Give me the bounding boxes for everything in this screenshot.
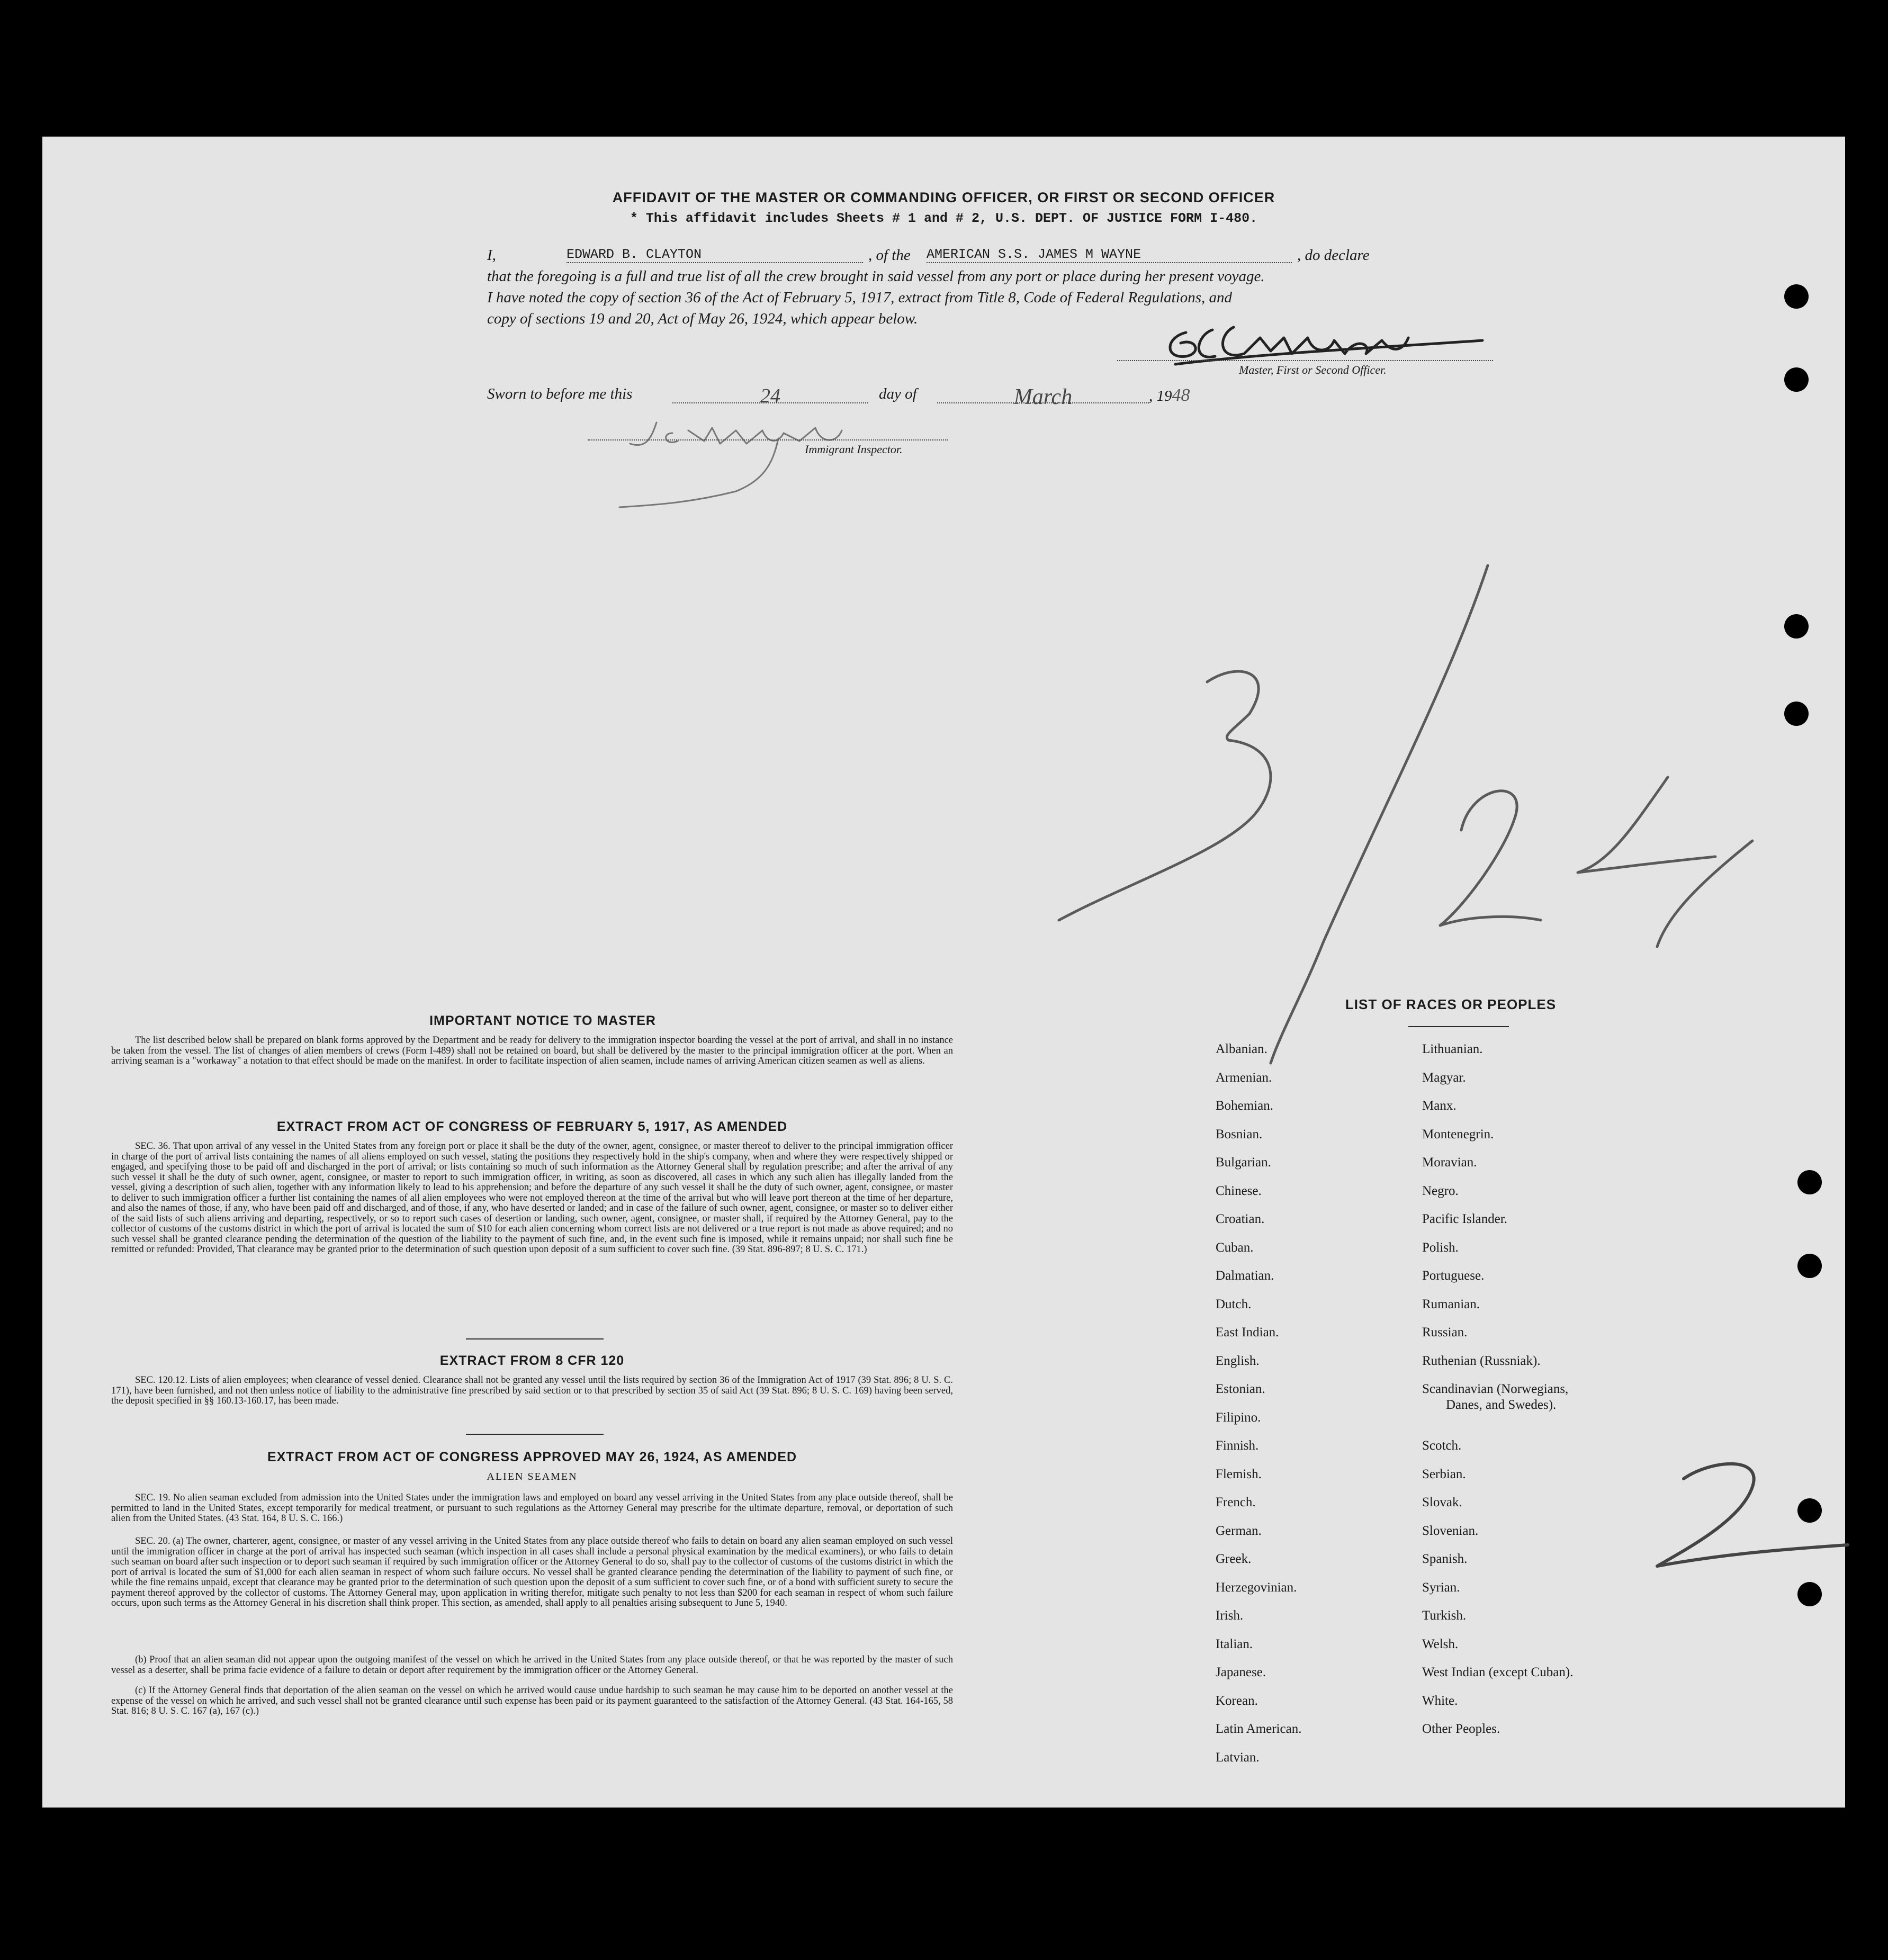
race-item: Finnish.: [1216, 1438, 1259, 1453]
sworn-day: 24: [760, 385, 780, 407]
notice-body: The list described below shall be prepared on blank forms approved by the Department and be ready for delivery to the immigration inspector boarding the vessel at the port of arrival, and shall in no instance be taken from the vessel. The list of changes of alien members of crews (Form I-489) shall not be retained on board, but shall be delivered by the master to the principal immigration officer at the port. When an arriving seaman is a "workaway" a notation to that effect should be made on the manifest. In order to facilitate inspection of alien seamen, include names of arriving American citizen seamen as well as aliens.: [111, 1035, 953, 1066]
race-item: Bohemian.: [1216, 1099, 1274, 1113]
punch-hole: [1797, 1498, 1822, 1523]
race-item: French.: [1216, 1495, 1256, 1509]
race-item: Dalmatian.: [1216, 1269, 1274, 1283]
punch-hole: [1797, 1254, 1822, 1278]
affidavit-subtitle: * This affidavit includes Sheets # 1 and # 2, U.S. DEPT. OF JUSTICE FORM I-480.: [630, 211, 1258, 226]
declaration-line3: I have noted the copy of section 36 of the Act of February 5, 1917, extract from Title 8, Code of Federal Regulations, and: [487, 289, 1233, 306]
race-item: Filipino.: [1216, 1410, 1261, 1425]
race-item: Irish.: [1216, 1608, 1244, 1623]
race-item: Welsh.: [1422, 1637, 1459, 1651]
race-item: Italian.: [1216, 1637, 1253, 1651]
sworn-prefix: Sworn to before me this: [487, 385, 633, 402]
race-item: Negro.: [1422, 1183, 1459, 1198]
sworn-year: [1149, 385, 1190, 406]
race-item: Dutch.: [1216, 1297, 1252, 1311]
inspector-signature: [614, 407, 911, 513]
extractcfr-title: EXTRACT FROM 8 CFR 120: [439, 1353, 625, 1368]
race-item: Montenegrin.: [1422, 1127, 1494, 1141]
inspector-caption: Immigrant Inspector.: [805, 443, 903, 456]
race-item: Ruthenian (Russniak).: [1422, 1353, 1541, 1368]
races-column-left: [1216, 1042, 1301, 1778]
extract1917-body: SEC. 36. That upon arrival of any vessel in the United States from any foreign port or place it shall be the duty of the owner, agent, consignee, or master thereof to deliver to the principal immigration officer in charge of the port of arrival lists containing the names of all aliens employed on such vessel, stating the positions they respectively hold in the ship's company, when and where they were respectively shipped or engaged, and specifying those to be paid off and discharged in the port of arrival; or lists containing so much of such information as the Attorney General shall by regulation prescribe; and after the arrival of any such vessel it shall be the duty of such owner, agent, consignee, or master to report to such immigration officer, in writing, as soon as discovered, all cases in which any such alien has illegally landed from the vessel, giving a description of such alien, together with any information likely to lead to his apprehension; and before the departure of any such vessel it shall be the duty of such owner, agent, consignee, or master to deliver to such immigration officer a further list containing the names of all alien employees who were not employed thereon at the time of the arrival but who will leave port thereon at the time of her departure, and also the names of those, if any, who have been paid off and discharged, and of those, if any, who have deserted or landed; and in case of the failure of such owner, agent, consignee, or master so to deliver either of the said lists of such aliens arriving and departing, respectively, or so to report such cases of desertion or landing, such owner, agent, consignee, or master shall, if required by the Attorney General, pay to the collector of customs of the customs district in which the port of arrival is located the sum of $10 for each alien concerning whom correct lists are not delivered or a true report is not made as above required; and no such vessel shall be granted clearance pending the determination of the question of the liability to the payment of such fine, and, in the event such fine is imposed, while it remains unpaid; nor shall such fine be remitted or refunded: Provided, That clearance may be granted prior to the determination of such question upon deposit of a sum sufficient to cover such fine. (39 Stat. 896-897; 8 U. S. C. 171.): [111, 1141, 953, 1255]
extract1924-title: EXTRACT FROM ACT OF CONGRESS APPROVED MAY 26, 1924, AS AMENDED: [267, 1450, 797, 1464]
handwritten-sheet-number-drawing: [1652, 1455, 1853, 1577]
declaration-line4: copy of sections 19 and 20, Act of May 26, 1924, which appear below.: [487, 310, 918, 327]
punch-hole: [1784, 284, 1809, 309]
race-item: Cuban.: [1216, 1240, 1254, 1255]
race-item: Albanian.: [1216, 1042, 1267, 1056]
punch-hole: [1784, 702, 1809, 726]
declaration-line1: [487, 247, 1493, 266]
race-item: Chinese.: [1216, 1183, 1262, 1198]
punch-hole: [1784, 614, 1809, 639]
affidavit-title: AFFIDAVIT OF THE MASTER OR COMMANDING OFFICER, OR FIRST OR SECOND OFFICER: [612, 190, 1275, 205]
handwritten-date-drawing: [1048, 555, 1790, 1074]
race-item: Estonian.: [1216, 1382, 1265, 1396]
race-item: Korean.: [1216, 1693, 1258, 1708]
race-item: Armenian.: [1216, 1070, 1272, 1085]
extract1924-sec20c: (c) If the Attorney General finds that deportation of the alien seaman on the vessel on which he arrived would cause undue hardship to such seaman he may cause him to be deported on another vessel at the expense of the vessel on which he arrived, and such vessel shall not be granted clearance until such expense has been paid or its payment guaranteed to the satisfaction of the Attorney General. (43 Stat. 164-165, 58 Stat. 816; 8 U. S. C. 167 (a), 167 (c).): [111, 1685, 953, 1716]
race-item: White.: [1422, 1693, 1458, 1708]
race-item: Latin American.: [1216, 1722, 1302, 1736]
section-divider-1: [466, 1338, 604, 1339]
race-item: Polish.: [1422, 1240, 1459, 1255]
race-item: Slovenian.: [1422, 1523, 1479, 1538]
race-item: Scandinavian (Norwegians,: [1422, 1382, 1569, 1396]
declaration-prefix: I,: [487, 247, 496, 264]
race-item: English.: [1216, 1353, 1260, 1368]
race-item: Croatian.: [1216, 1212, 1265, 1226]
vessel-name: AMERICAN S.S. JAMES M WAYNE: [927, 247, 1292, 263]
race-item: Pacific Islander.: [1422, 1212, 1508, 1226]
race-item: Manx.: [1422, 1099, 1457, 1113]
punch-hole: [1797, 1582, 1822, 1606]
race-item: Japanese.: [1216, 1665, 1266, 1679]
race-item: Lithuanian.: [1422, 1042, 1483, 1056]
extract1924-sec20b: (b) Proof that an alien seaman did not appear upon the outgoing manifest of the vessel on which he arrived in the United States from any place outside thereof, or that he was reported by the master of such vessel as a deserter, shall be prima facie evidence of a failure to detain or deport after requirement by the immigration officer or the Attorney General.: [111, 1655, 953, 1676]
punch-hole: [1784, 367, 1809, 392]
declarant-name: EDWARD B. CLAYTON: [567, 247, 863, 263]
race-item: Serbian.: [1422, 1467, 1466, 1481]
race-item: Moravian.: [1422, 1155, 1477, 1170]
race-item: Bosnian.: [1216, 1127, 1263, 1141]
extract1924-sec19: SEC. 19. No alien seaman excluded from admission into the United States under the immigration laws and employed on board any vessel arriving in the United States from any place outside thereof, shall be permitted to land in the United States, except temporarily for medical treatment, or pursuant to such regulations as the Attorney General may prescribe for the ultimate departure, removal, or deportation of such alien from the United States. (43 Stat. 164, 8 U. S. C. 166.): [111, 1493, 953, 1524]
extract1917-title: EXTRACT FROM ACT OF CONGRESS OF FEBRUARY 5, 1917, AS AMENDED: [276, 1119, 788, 1134]
declaration-line2: that the foregoing is a full and true list of all the crew brought in said vessel from any port or place during her present voyage.: [487, 268, 1265, 285]
extractcfr-body: SEC. 120.12. Lists of alien employees; when clearance of vessel denied. Clearance shall not be granted any vessel until the lists required by section 36 of the Immigration Act of 1917 (39 Stat. 896; 8 U. S. C. 171), have been furnished, and not then unless notice of liability to the administrative fine prescribed by said section or to that prescribed by section 35 of said Act (39 Stat. 896; 8 U. S. C. 169) having been served, the deposit specified in §§ 160.13-160.17, has been made.: [111, 1375, 953, 1406]
races-divider: [1408, 1026, 1509, 1027]
declaration-of-the: , of the: [868, 247, 911, 264]
inspector-line: [588, 439, 948, 440]
race-item: Spanish.: [1422, 1552, 1468, 1566]
extract1924-subtitle: ALIEN SEAMEN: [487, 1471, 578, 1482]
race-item: Rumanian.: [1422, 1297, 1480, 1311]
race-item: Portuguese.: [1422, 1269, 1485, 1283]
sworn-day-of: day of: [879, 385, 917, 402]
sworn-year-suffix: 48: [1172, 385, 1190, 405]
punch-hole: [1797, 1170, 1822, 1194]
race-item: German.: [1216, 1523, 1262, 1538]
race-item: Other Peoples.: [1422, 1722, 1500, 1736]
sworn-month-field: [937, 384, 1149, 409]
races-title: LIST OF RACES OR PEOPLES: [1345, 996, 1557, 1012]
sworn-month: March: [1013, 385, 1073, 409]
race-item: Slovak.: [1422, 1495, 1462, 1509]
sworn-day-field: [672, 384, 868, 407]
race-item: Turkish.: [1422, 1608, 1467, 1623]
document-page: [42, 137, 1845, 1808]
signature-caption: Master, First or Second Officer.: [1239, 363, 1387, 376]
race-item: Syrian.: [1422, 1580, 1460, 1595]
section-divider-2: [466, 1434, 604, 1435]
declaration-suffix: , do declare: [1297, 247, 1370, 264]
race-item: Flemish.: [1216, 1467, 1262, 1481]
race-item: Herzegovinian.: [1216, 1580, 1297, 1595]
race-item: Bulgarian.: [1216, 1155, 1271, 1170]
sworn-year-prefix: , 19: [1149, 388, 1172, 404]
race-item: Danes, and Swedes).: [1446, 1398, 1557, 1412]
race-item: Russian.: [1422, 1325, 1468, 1339]
race-item: East Indian.: [1216, 1325, 1279, 1339]
race-item: Scotch.: [1422, 1438, 1462, 1453]
race-item: West Indian (except Cuban).: [1422, 1665, 1574, 1679]
race-item: Magyar.: [1422, 1070, 1466, 1085]
notice-title: IMPORTANT NOTICE TO MASTER: [429, 1013, 656, 1028]
extract1924-sec20a: SEC. 20. (a) The owner, charterer, agent, consignee, or master of any vessel arriving in the United States from any place outside thereof who fails to detain on board any alien seaman employed on such vessel until the immigration officer in charge at the port of arrival has inspected such seaman (which inspection in all cases shall include a personal physical examination by the medical examiners), or who fails to detain such seaman on board after such inspection or to deport such seaman if required by such immigration officer or the Attorney General to do so, shall pay to the collector of customs of the customs district in which the port of arrival is located the sum of $1,000 for each alien seaman in respect of whom such failure occurs. No vessel shall be granted clearance pending the determination of the liability to payment of such fine, or while the fine remains unpaid, except that clearance may be granted prior to the determination of such question upon the deposit of a sum sufficient to cover such fine, or of a bond with sufficient surety to secure the payment thereof approved by the collector of customs. The Attorney General may, upon application in writing therefor, mitigate such penalty to not less than $200 for each seaman in respect of whom such failure occurs, upon such terms as the Attorney General in his discretion shall think proper. This section, as amended, shall apply to all penalties arising subsequent to June 5, 1940.: [111, 1536, 953, 1608]
race-item: Greek.: [1216, 1552, 1252, 1566]
race-item: Latvian.: [1216, 1750, 1260, 1765]
races-column-right: [1422, 1042, 1573, 1750]
signature-line: [1117, 360, 1493, 361]
